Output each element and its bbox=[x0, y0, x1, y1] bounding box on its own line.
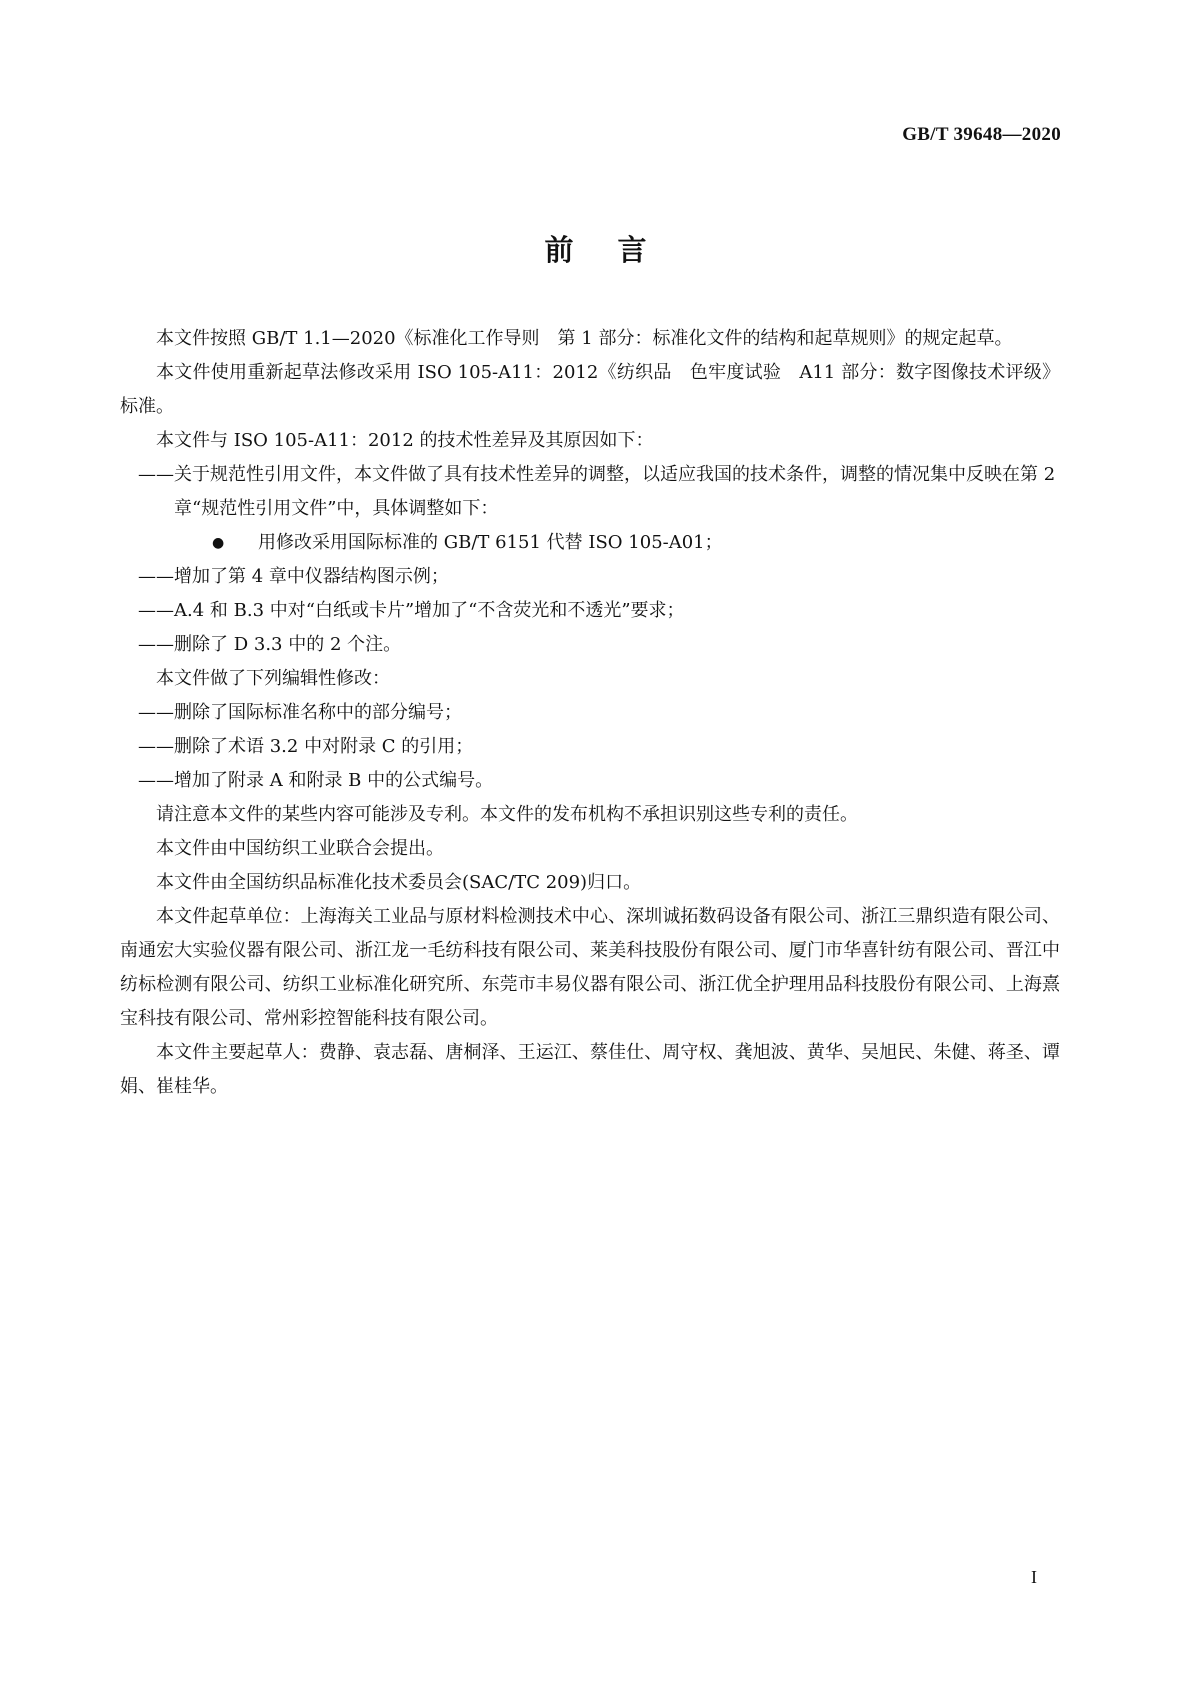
list-item bbox=[120, 594, 1060, 628]
dash-mark: —— bbox=[138, 566, 174, 587]
paragraph-administered-by: 本文件由全国纺织品标准化技术委员会(SAC/TC 209)归口。 bbox=[156, 872, 642, 893]
list-item bbox=[120, 628, 1060, 662]
list-item-text: 删除了 D 3.3 中的 2 个注。 bbox=[174, 634, 402, 655]
dash-mark: —— bbox=[138, 736, 174, 757]
list-item bbox=[120, 526, 1060, 560]
list-item-text: 删除了国际标准名称中的部分编号； bbox=[174, 702, 462, 723]
list-item-text: 关于规范性引用文件，本文件做了具有技术性差异的调整，以适应我国的技术条件，调整的情况集中反映在第 2 章“规范性引用文件”中，具体调整如下： bbox=[174, 464, 1056, 519]
paragraph-adoption: 本文件使用重新起草法修改采用 ISO 105-A11：2012《纺织品 色牢度试验 A11 部分：数字图像技术评级》标准。 bbox=[120, 362, 1060, 417]
list-item-text: A.4 和 B.3 中对“白纸或卡片”增加了“不含荧光和不透光”要求； bbox=[174, 600, 685, 621]
paragraph-drafting-rules: 本文件按照 GB/T 1.1—2020《标准化工作导则 第 1 部分：标准化文件的结构和起草规则》的规定起草。 bbox=[156, 328, 1013, 349]
list-item-text: 增加了附录 A 和附录 B 中的公式编号。 bbox=[174, 770, 494, 791]
list-item bbox=[120, 764, 1060, 798]
paragraph-editorial-changes: 本文件做了下列编辑性修改： bbox=[156, 668, 390, 689]
page-title: 前言 bbox=[544, 233, 691, 267]
dash-mark: —— bbox=[138, 464, 174, 485]
paragraph-drafting-units: 本文件起草单位：上海海关工业品与原材料检测技术中心、深圳诚拓数码设备有限公司、浙江三鼎织造有限公司、南通宏大实验仪器有限公司、浙江龙一毛纺科技有限公司、莱美科技股份有限公司、厦门市华喜针纺有限公司、晋江中纺标检测有限公司、纺织工业标准化研究所、东莞市丰易仪器有限公司、浙江优全护理用品科技股份有限公司、上海熹宝科技有限公司、常州彩控智能科技有限公司。 bbox=[120, 906, 1060, 1029]
dash-mark: —— bbox=[138, 634, 174, 655]
paragraph-technical-differences: 本文件与 ISO 105-A11：2012 的技术性差异及其原因如下： bbox=[156, 430, 654, 451]
dash-mark: —— bbox=[138, 770, 174, 791]
list-item bbox=[120, 458, 1060, 526]
list-item bbox=[120, 696, 1060, 730]
page-number: I bbox=[1031, 1567, 1037, 1587]
list-item bbox=[120, 730, 1060, 764]
paragraph-patent-notice: 请注意本文件的某些内容可能涉及专利。本文件的发布机构不承担识别这些专利的责任。 bbox=[156, 804, 858, 825]
list-item-text: 增加了第 4 章中仪器结构图示例； bbox=[174, 566, 449, 587]
dash-mark: —— bbox=[138, 702, 174, 723]
list-item-text: 用修改采用国际标准的 GB/T 6151 代替 ISO 105-A01； bbox=[258, 532, 723, 553]
paragraph-drafters: 本文件主要起草人：费静、袁志磊、唐桐泽、王运江、蔡佳仕、周守权、龚旭波、黄华、吴旭民、朱健、蒋圣、谭娟、崔桂华。 bbox=[120, 1042, 1060, 1097]
list-item-text: 删除了术语 3.2 中对附录 C 的引用； bbox=[174, 736, 474, 757]
document-body bbox=[120, 322, 1060, 1104]
list-item bbox=[120, 560, 1060, 594]
bullet-icon: ● bbox=[212, 535, 225, 551]
paragraph-proposed-by: 本文件由中国纺织工业联合会提出。 bbox=[156, 838, 444, 859]
dash-mark: —— bbox=[138, 600, 174, 621]
standard-number: GB/T 39648—2020 bbox=[902, 124, 1061, 145]
